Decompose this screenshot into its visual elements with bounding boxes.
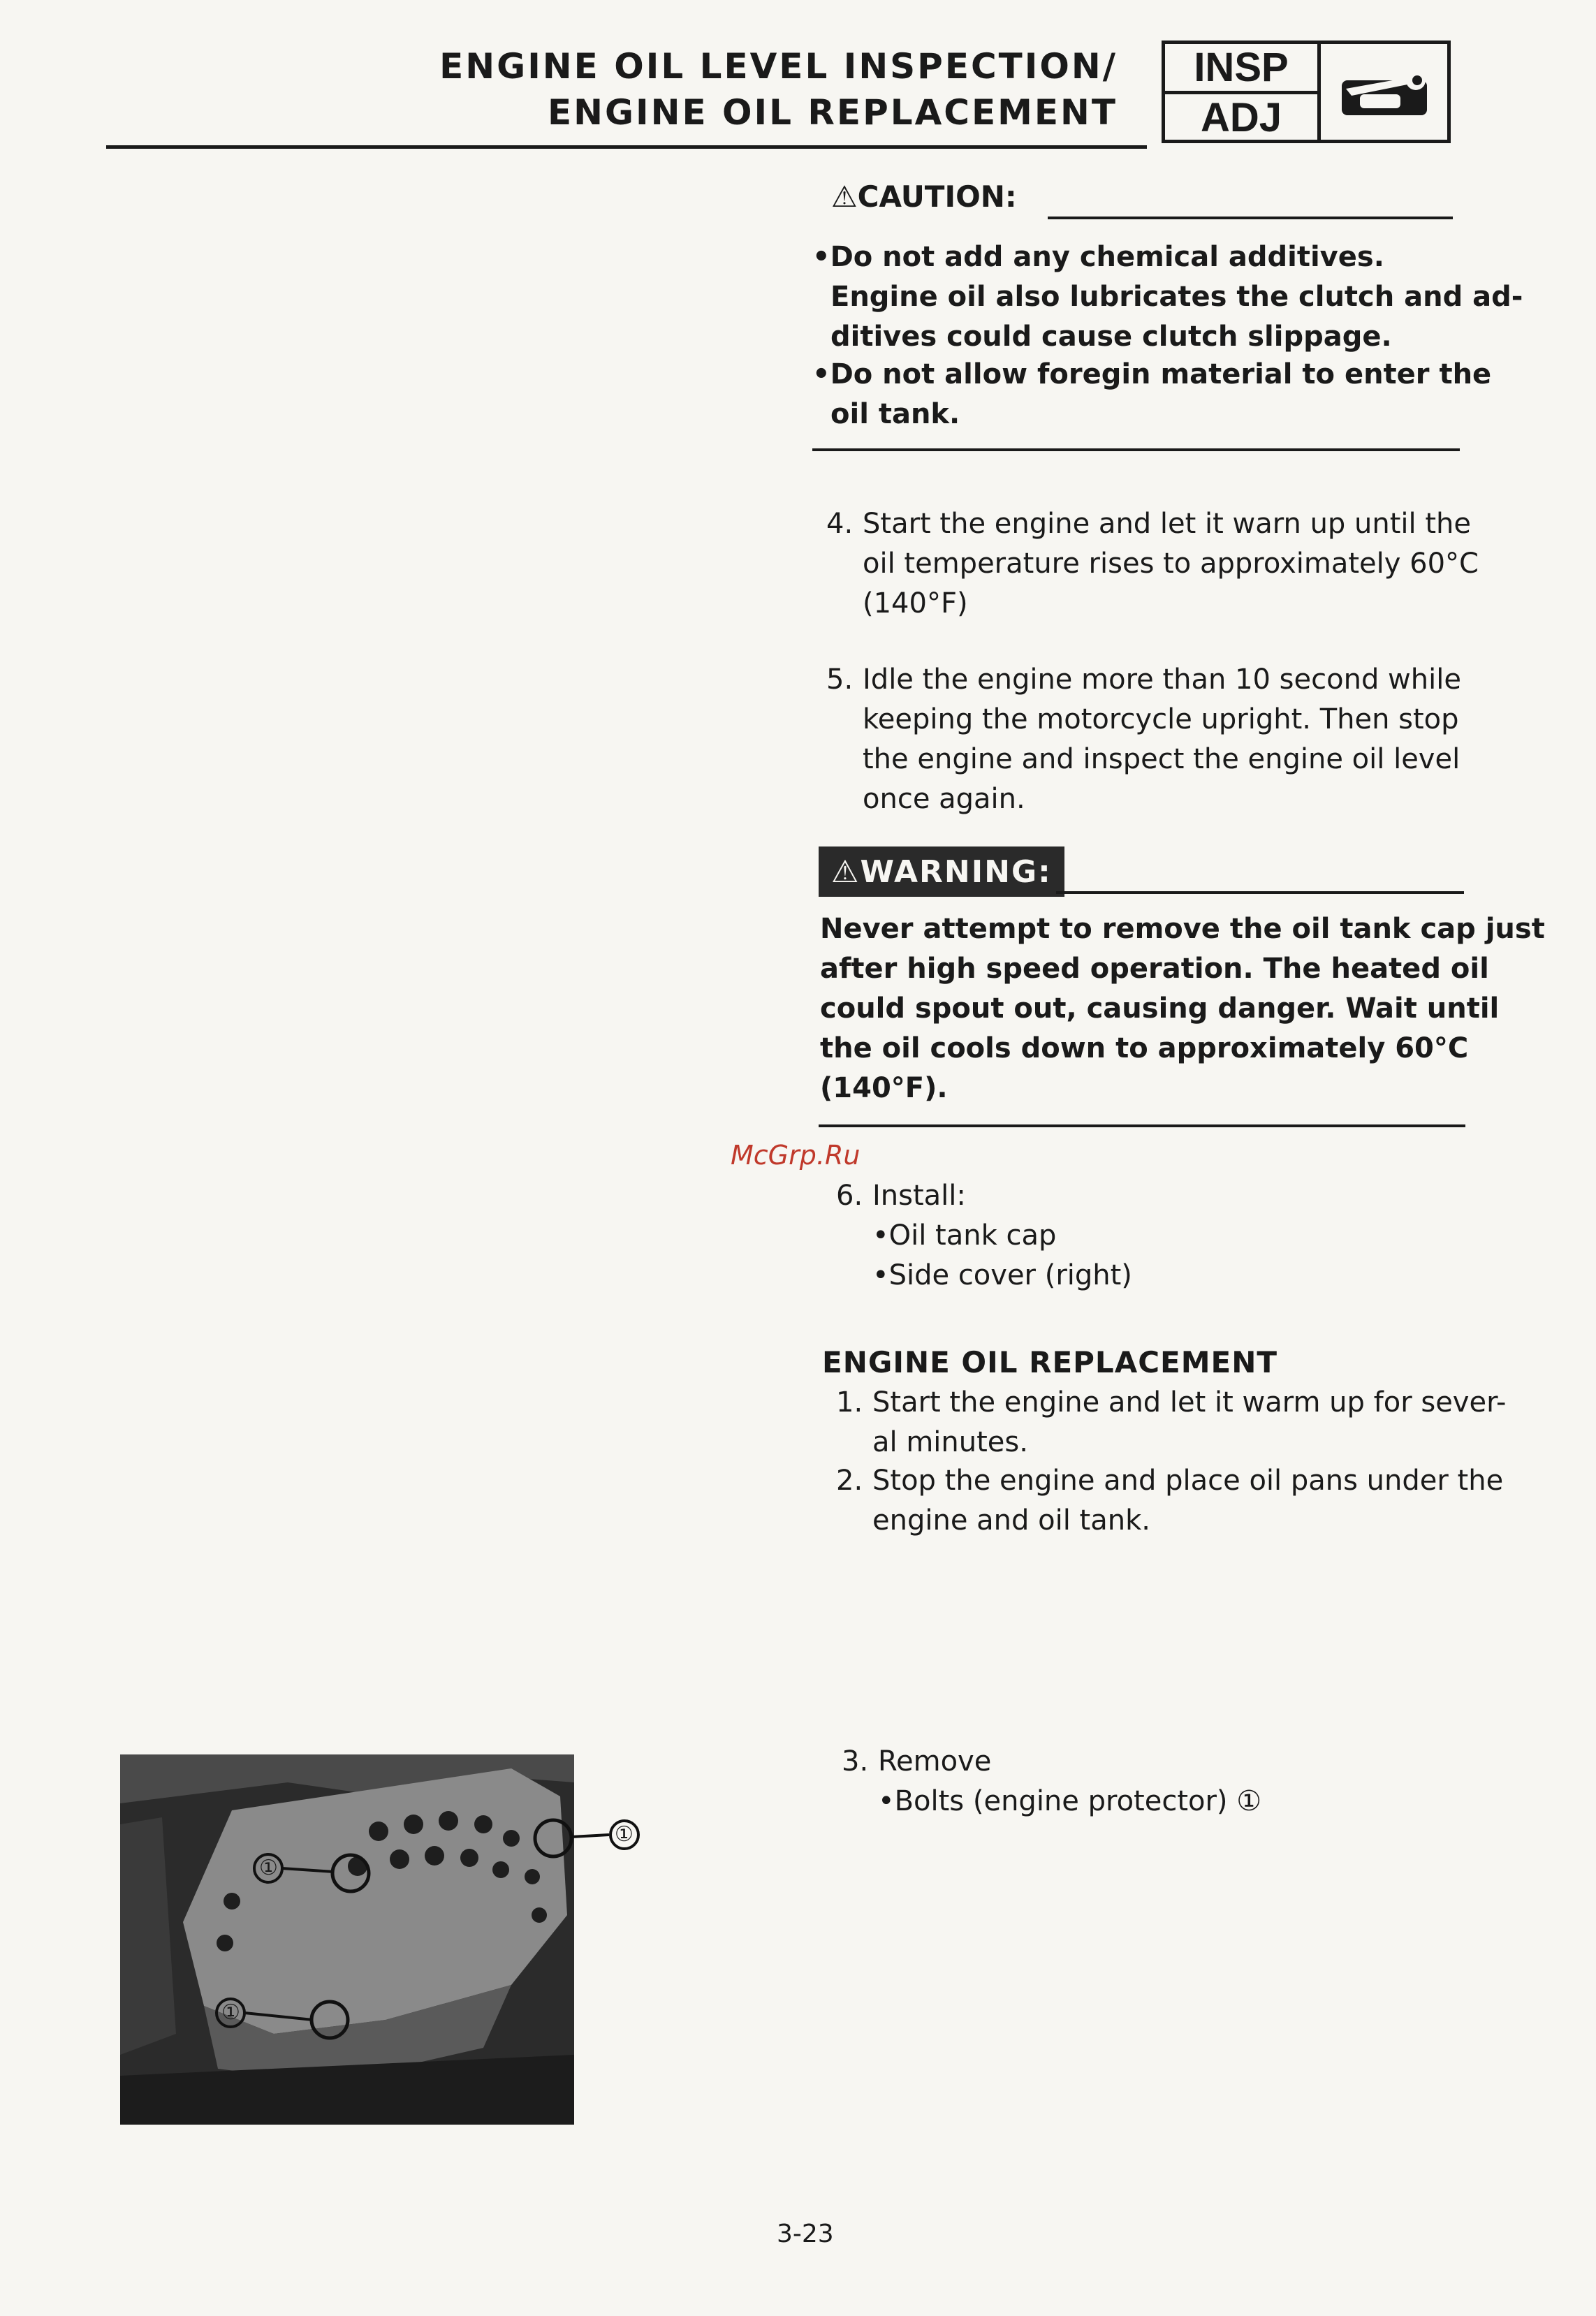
caution-line: Engine oil also lubricates the clutch and ad- xyxy=(830,281,1523,313)
step-number: 2. xyxy=(836,1465,863,1497)
step-line: the engine and inspect the engine oil level xyxy=(863,743,1460,775)
step-line: Start the engine and let it warn up until the xyxy=(863,508,1471,540)
caution-line: ditives could cause clutch slippage. xyxy=(830,321,1392,353)
step-number: 5. xyxy=(826,664,854,696)
caution-bullet-1 xyxy=(812,237,1523,357)
warning-line: after high speed operation. The heated oil xyxy=(820,953,1489,985)
engine-protector-photo xyxy=(120,1754,651,2127)
section-badge xyxy=(1162,41,1451,143)
step-4 xyxy=(826,504,1479,624)
page-title xyxy=(439,43,1118,135)
step-3 xyxy=(842,1742,1261,1822)
caution-label-rule xyxy=(1048,217,1453,219)
warning-line: the oil cools down to approximately 60°C xyxy=(820,1032,1469,1064)
step-3-label: Remove xyxy=(878,1745,992,1778)
step-6-label: Install: xyxy=(872,1180,966,1212)
step-line: engine and oil tank. xyxy=(872,1504,1150,1537)
step-5 xyxy=(826,660,1461,819)
step-line: once again. xyxy=(863,783,1025,815)
warning-line: could spout out, causing danger. Wait until xyxy=(820,992,1500,1025)
badge-insp: INSP xyxy=(1165,44,1317,94)
callout-number: ① xyxy=(615,1822,634,1847)
bullet-item: •Oil tank cap xyxy=(872,1219,1057,1252)
caution-bullet-2 xyxy=(812,355,1491,434)
step-number: 3. xyxy=(842,1745,869,1778)
step-line: Start the engine and let it warm up for sever- xyxy=(872,1386,1507,1419)
watermark-link[interactable]: McGrp.Ru xyxy=(731,1140,861,1171)
warning-label-rule xyxy=(1056,891,1464,894)
badge-adj: ADJ xyxy=(1200,95,1282,140)
caution-line: •Do not allow foregin material to enter the xyxy=(812,358,1492,390)
title-line-1: ENGINE OIL LEVEL INSPECTION/ xyxy=(439,46,1118,87)
title-line-2: ENGINE OIL REPLACEMENT xyxy=(548,92,1118,133)
step-line: keeping the motorcycle upright. Then stop xyxy=(863,703,1459,735)
warning-line: Never attempt to remove the oil tank cap just xyxy=(820,913,1545,945)
caution-label: ⚠CAUTION: xyxy=(831,179,1017,214)
step-line: al minutes. xyxy=(872,1426,1028,1458)
caution-end-rule xyxy=(812,448,1460,451)
callout-number: ① xyxy=(259,1856,278,1880)
step-6 xyxy=(836,1176,1132,1296)
bullet-item: •Bolts (engine protector) ① xyxy=(878,1785,1262,1817)
caution-line: •Do not add any chemical additives. xyxy=(812,241,1384,273)
wrench-hand-icon xyxy=(1321,44,1447,140)
bullet-item: •Side cover (right) xyxy=(872,1259,1132,1291)
caution-line: oil tank. xyxy=(830,398,960,430)
badge-text xyxy=(1165,44,1321,140)
replacement-step-1 xyxy=(836,1383,1506,1463)
callout-number: ① xyxy=(221,2000,240,2025)
step-line: (140°F) xyxy=(863,587,968,620)
step-line: Idle the engine more than 10 second while xyxy=(863,664,1461,696)
page-number: 3-23 xyxy=(777,2220,834,2248)
warning-line: (140°F). xyxy=(820,1072,948,1104)
step-line: Stop the engine and place oil pans under the xyxy=(872,1465,1504,1497)
header-rule xyxy=(106,145,1147,149)
step-line: oil temperature rises to approximately 60°C xyxy=(863,548,1479,580)
warning-end-rule xyxy=(819,1124,1465,1127)
step-number: 4. xyxy=(826,508,854,540)
step-number: 1. xyxy=(836,1386,863,1419)
replacement-step-2 xyxy=(836,1461,1503,1541)
warning-label: ⚠WARNING: xyxy=(819,846,1064,897)
step-number: 6. xyxy=(836,1180,863,1212)
section-heading: ENGINE OIL REPLACEMENT xyxy=(822,1345,1277,1379)
warning-text xyxy=(820,909,1545,1108)
